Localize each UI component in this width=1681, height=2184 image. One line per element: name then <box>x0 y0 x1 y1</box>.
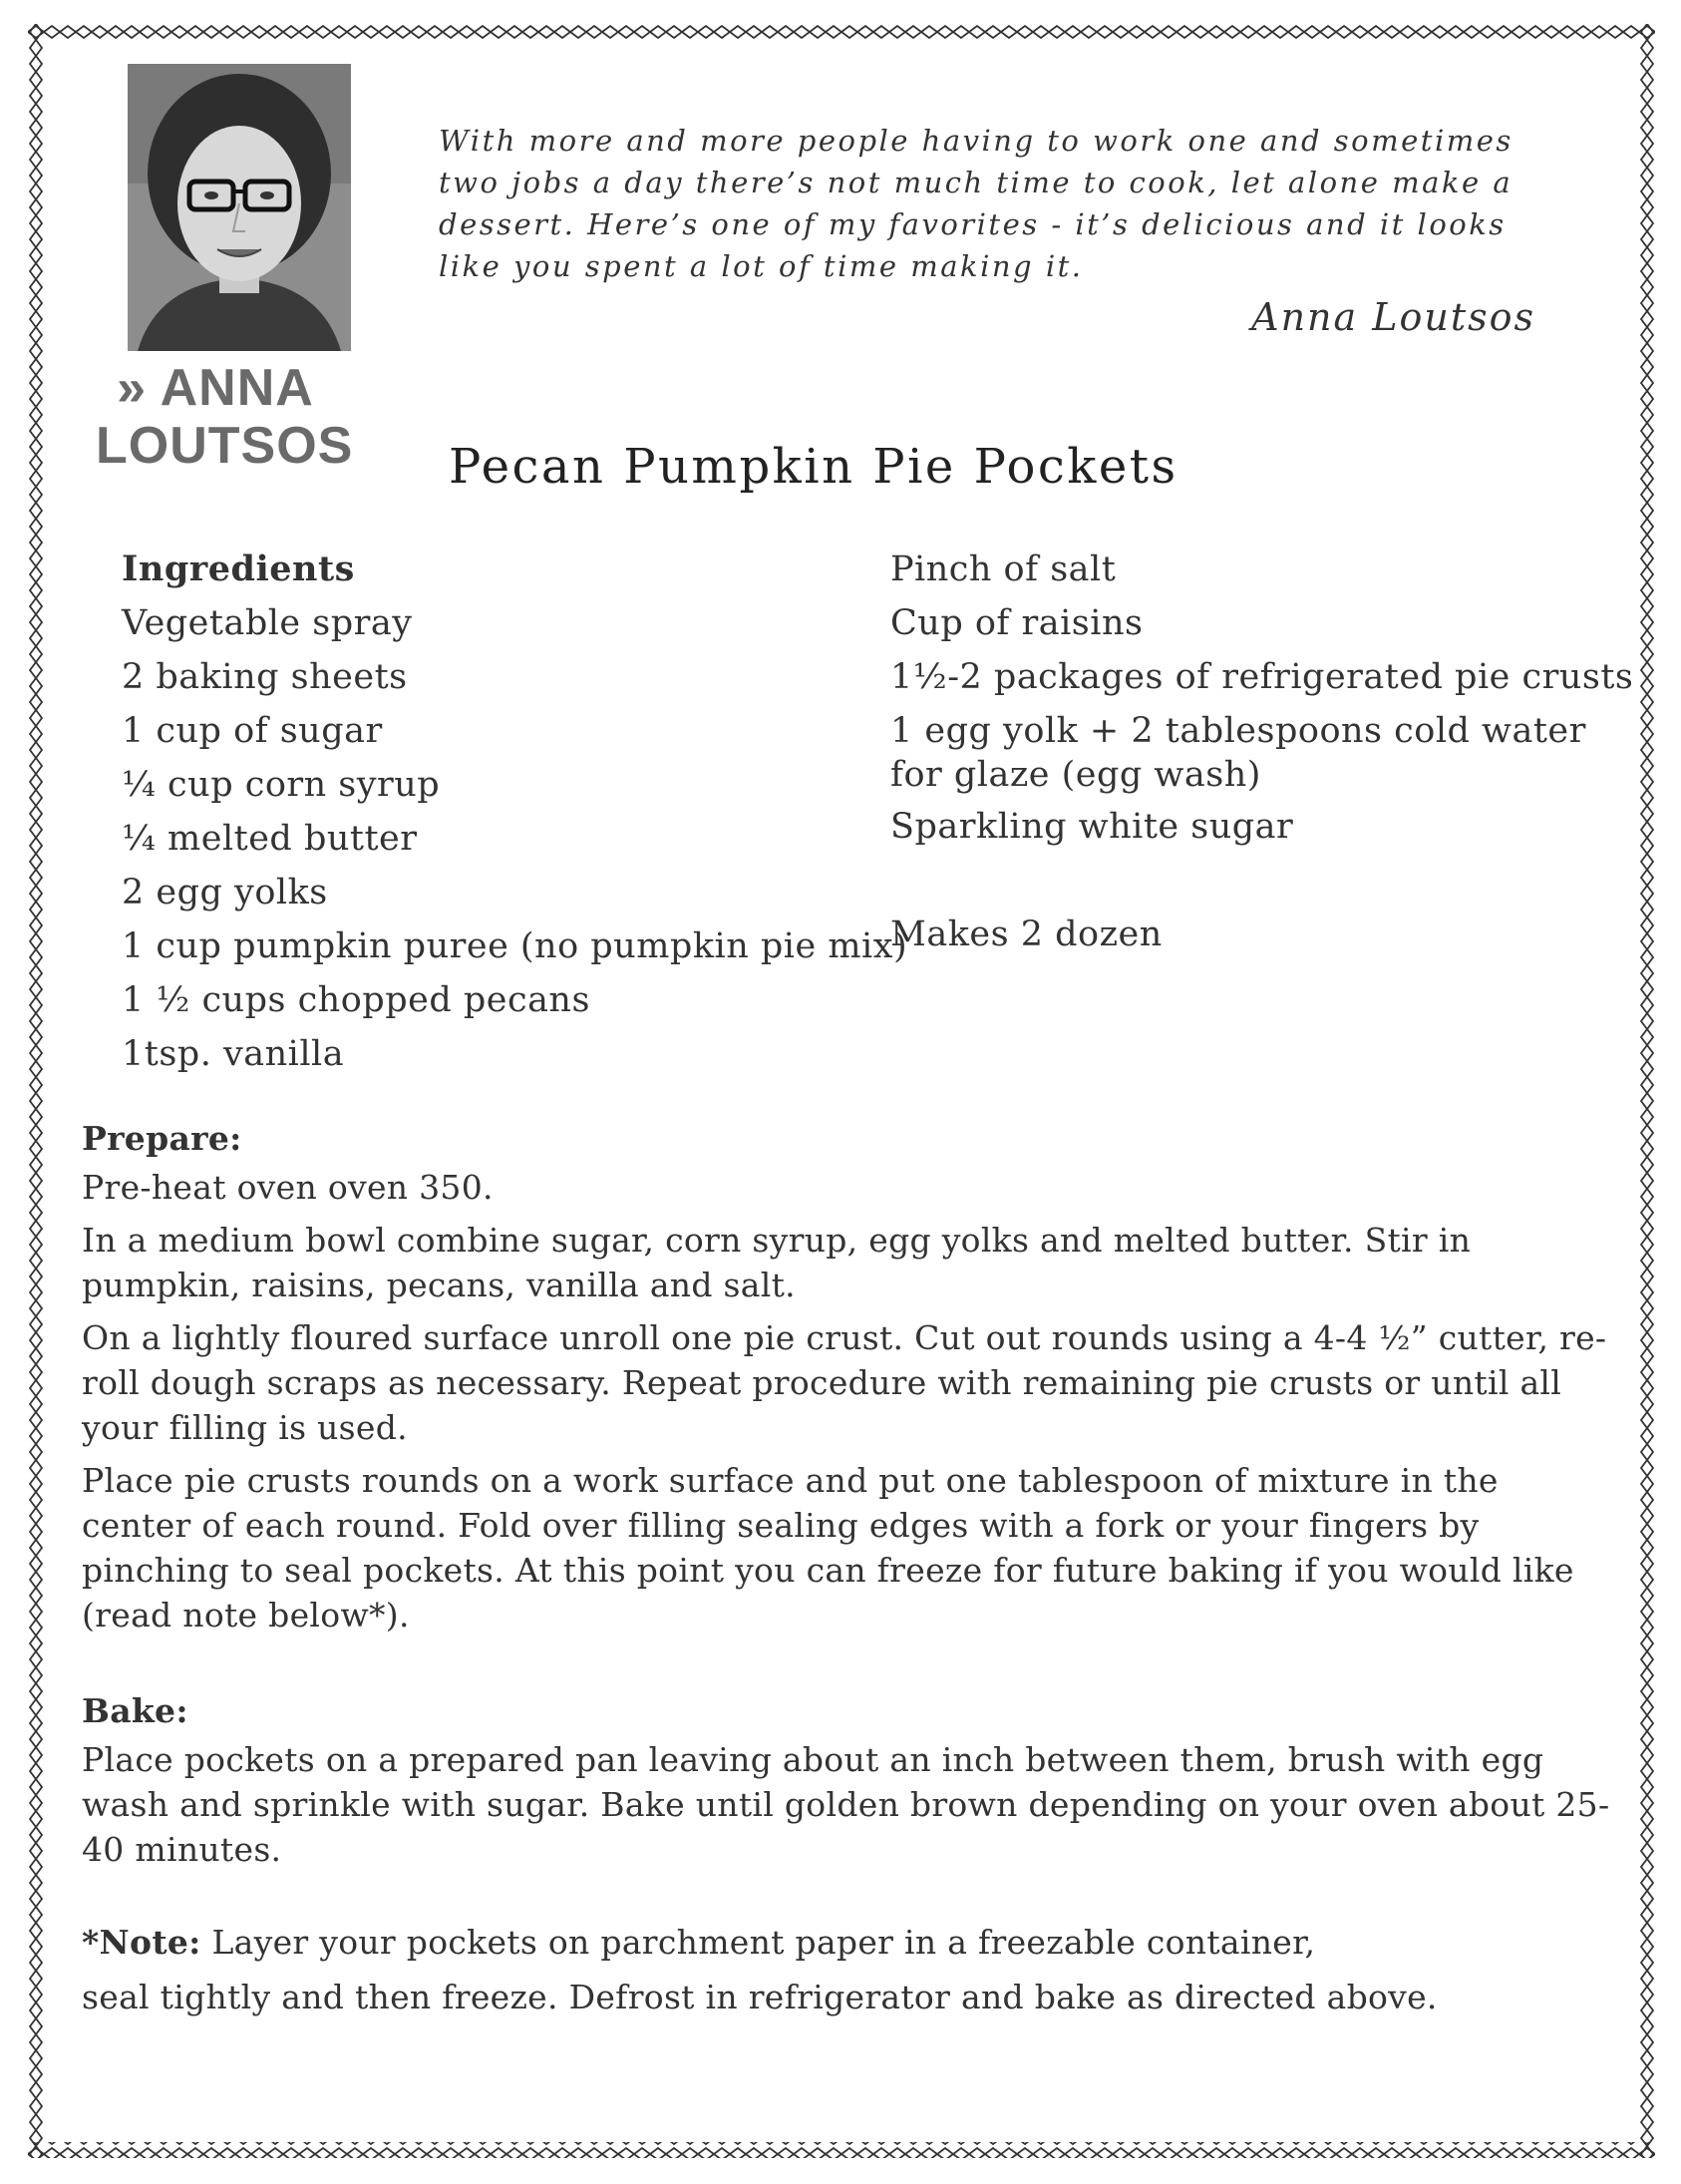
ingredient-item: 1tsp. vanilla <box>122 1034 345 1074</box>
author-byline-line1: » ANNA <box>117 359 314 417</box>
ingredient-item: Cup of raisins <box>890 603 1144 643</box>
author-photo <box>128 64 351 351</box>
prepare-step: In a medium bowl combine sugar, corn syrup, egg yolks and melted butter. Stir in pumpkin, raisins, pecans, vanilla and salt. <box>82 1221 1472 1304</box>
ingredient-item: Pinch of salt <box>890 549 1117 589</box>
ingredient-item: Sparkling white sugar <box>890 807 1294 847</box>
ingredient-item: 2 baking sheets <box>122 657 408 697</box>
instructions <box>82 1113 1617 2027</box>
ingredients-left-column <box>122 543 908 1081</box>
recipe-title: Pecan Pumpkin Pie Pockets <box>449 439 1178 495</box>
intro-quote: With more and more people having to work one and sometimes two jobs a day there’s not much time to cook, let alone make a dessert. Here’s one of my favorites - it’s delicious and it looks like you spent a lot of time making it. <box>439 124 1513 283</box>
intro-signature: Anna Loutsos <box>1251 295 1535 339</box>
note <box>82 1920 1617 1965</box>
prepare-step: Pre-heat oven oven 350. <box>82 1168 494 1207</box>
ingredient-item: ¼ cup corn syrup <box>122 765 441 805</box>
ingredient-item: 1 cup of sugar <box>122 711 383 751</box>
ingredient-item: Vegetable spray <box>122 603 413 643</box>
prepare-step: Place pie crusts rounds on a work surface and put one tablespoon of mixture in the center of each round. Fold over filling sealing edges with a fork or your fingers by pinching to seal pockets. At this point you can freeze for future baking if you would like (read note below*). <box>82 1461 1574 1635</box>
ingredient-item: 2 egg yolks <box>122 873 328 912</box>
author-byline <box>96 359 354 475</box>
recipe-yield: Makes 2 dozen <box>890 914 1163 954</box>
prepare-heading: Prepare: <box>82 1119 242 1158</box>
ingredient-item: 1½-2 packages of refrigerated pie crusts <box>890 657 1634 697</box>
ingredients-right-column <box>890 543 1634 961</box>
bake-heading: Bake: <box>82 1691 188 1730</box>
ingredient-item: 1 ½ cups chopped pecans <box>122 980 590 1020</box>
bake-text: Place pockets on a prepared pan leaving about an inch between them, brush with egg wash and sprinkle with sugar. Bake until golden brown depending on your oven about 25-40 minutes. <box>82 1740 1610 1869</box>
ingredient-item: ¼ melted butter <box>122 819 418 859</box>
author-byline-line2: LOUTSOS <box>96 417 354 475</box>
note-text: Layer your pockets on parchment paper in a freezable container, <box>200 1923 1316 1962</box>
ingredient-item: 1 cup pumpkin puree (no pumpkin pie mix) <box>122 926 908 966</box>
prepare-step: On a lightly floured surface unroll one pie crust. Cut out rounds using a 4-4 ½” cutter, re-roll dough scraps as necessary. Repeat procedure with remaining pie crusts or until all your filling is used. <box>82 1318 1607 1447</box>
note-label: *Note: <box>82 1923 201 1962</box>
ingredient-item: 1 egg yolk + 2 tablespoons cold water for glaze (egg wash) <box>890 711 1586 795</box>
ingredients-heading: Ingredients <box>122 548 355 589</box>
note-text-line2: seal tightly and then freeze. Defrost in refrigerator and bake as directed above. <box>82 1978 1438 2016</box>
